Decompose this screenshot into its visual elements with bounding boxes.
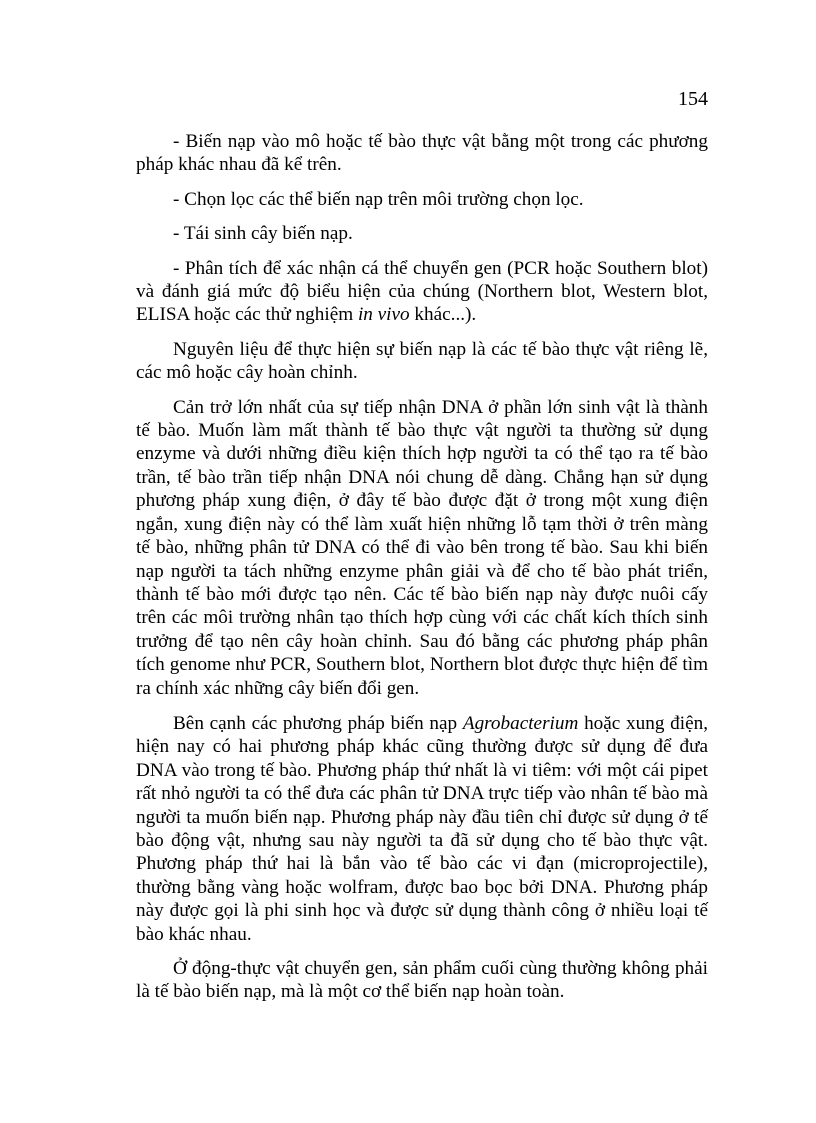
paragraph-step-analyze	[136, 257, 708, 327]
paragraph-transgenic-organisms	[136, 957, 708, 1004]
paragraph-text: Bên cạnh các phương pháp biến nạp	[173, 712, 463, 734]
paragraph-text: - Biến nạp vào mô hoặc tế bào thực vật bằng một trong các phương pháp khác nhau đã kể trên.	[136, 131, 708, 176]
paragraph-text: Cản trở lớn nhất của sự tiếp nhận DNA ở phần lớn sinh vật là thành tế bào. Muốn làm mất thành tế bào thực vật người ta thường sử dụng enzyme và dưới những điều kiện thích hợp người ta có thể tạo ra tế bào trần, tế bào trần tiếp nhận DNA nói chung dễ dàng. Chẳng hạn sử dụng phương pháp xung điện, ở đây tế bào được đặt ở trong một xung điện ngắn, xung điện này có thể làm xuất hiện những lỗ tạm thời ở trên màng tế bào, những phân tử DNA có thể đi vào bên trong tế bào. Sau khi biến nạp người ta tách những enzyme phân giải và để cho tế bào phát triển, thành tế bào mới được tạo nên. Các tế bào biến nạp này được nuôi cấy trên các môi trường nhân tạo thích hợp cùng với các chất kích thích sinh trưởng để tạo nên cây hoàn chỉnh. Sau đó bằng các phương pháp phân tích genome như PCR, Southern blot, Northern blot được thực hiện để tìm ra chính xác những cây biến đổi gen.	[136, 396, 708, 699]
paragraph-text: Nguyên liệu để thực hiện sự biến nạp là các tế bào thực vật riêng lẽ, các mô hoặc cây hoàn chỉnh.	[136, 338, 708, 384]
paragraph-step-regenerate	[136, 222, 708, 245]
italic-term: in vivo	[357, 304, 410, 326]
paragraph-materials	[136, 338, 708, 385]
paragraph-text: - Tái sinh cây biến nạp.	[173, 223, 353, 245]
paragraph-text: khác...).	[409, 304, 477, 326]
italic-term: Agrobacterium	[462, 712, 579, 734]
paragraph-text: hoặc xung điện, hiện nay có hai phương pháp khác cũng thường được sử dụng để đưa DNA vào trong tế bào. Phương pháp thứ nhất là vi tiêm: với một cái pipet rất nhỏ người ta có thể đưa các phân tử DNA trực tiếp vào nhân tế bào mà người ta muốn biến nạp. Phương pháp này đầu tiên chỉ được sử dụng ở tế bào động vật, nhưng sau này người ta đã sử dụng cho tế bào thực vật. Phương pháp thứ hai là bắn vào tế bào các vi đạn (microprojectile), thường bằng vàng hoặc wolfram, được bao bọc bởi DNA. Phương pháp này được gọi là phi sinh học và được sử dụng thành công ở nhiều loại tế bào khác nhau.	[136, 712, 708, 945]
paragraph-cell-wall	[136, 396, 708, 700]
paragraph-step-transform	[136, 130, 708, 177]
body-text	[136, 130, 708, 1004]
paragraph-text: Ở động-thực vật chuyển gen, sản phẩm cuối cùng thường không phải là tế bào biến nạp, mà là một cơ thể biến nạp hoàn toàn.	[136, 958, 708, 1003]
paragraph-text: - Chọn lọc các thể biến nạp trên môi trường chọn lọc.	[173, 188, 584, 210]
page-number: 154	[678, 88, 708, 110]
paragraph-other-methods	[136, 712, 708, 946]
paragraph-text: - Phân tích để xác nhận cá thể chuyển gen (PCR hoặc Southern blot) và đánh giá mức độ biểu hiện của chúng (Northern blot, Western blot, ELISA hoặc các thử nghiệm	[136, 257, 708, 326]
paragraph-step-select	[136, 188, 708, 211]
